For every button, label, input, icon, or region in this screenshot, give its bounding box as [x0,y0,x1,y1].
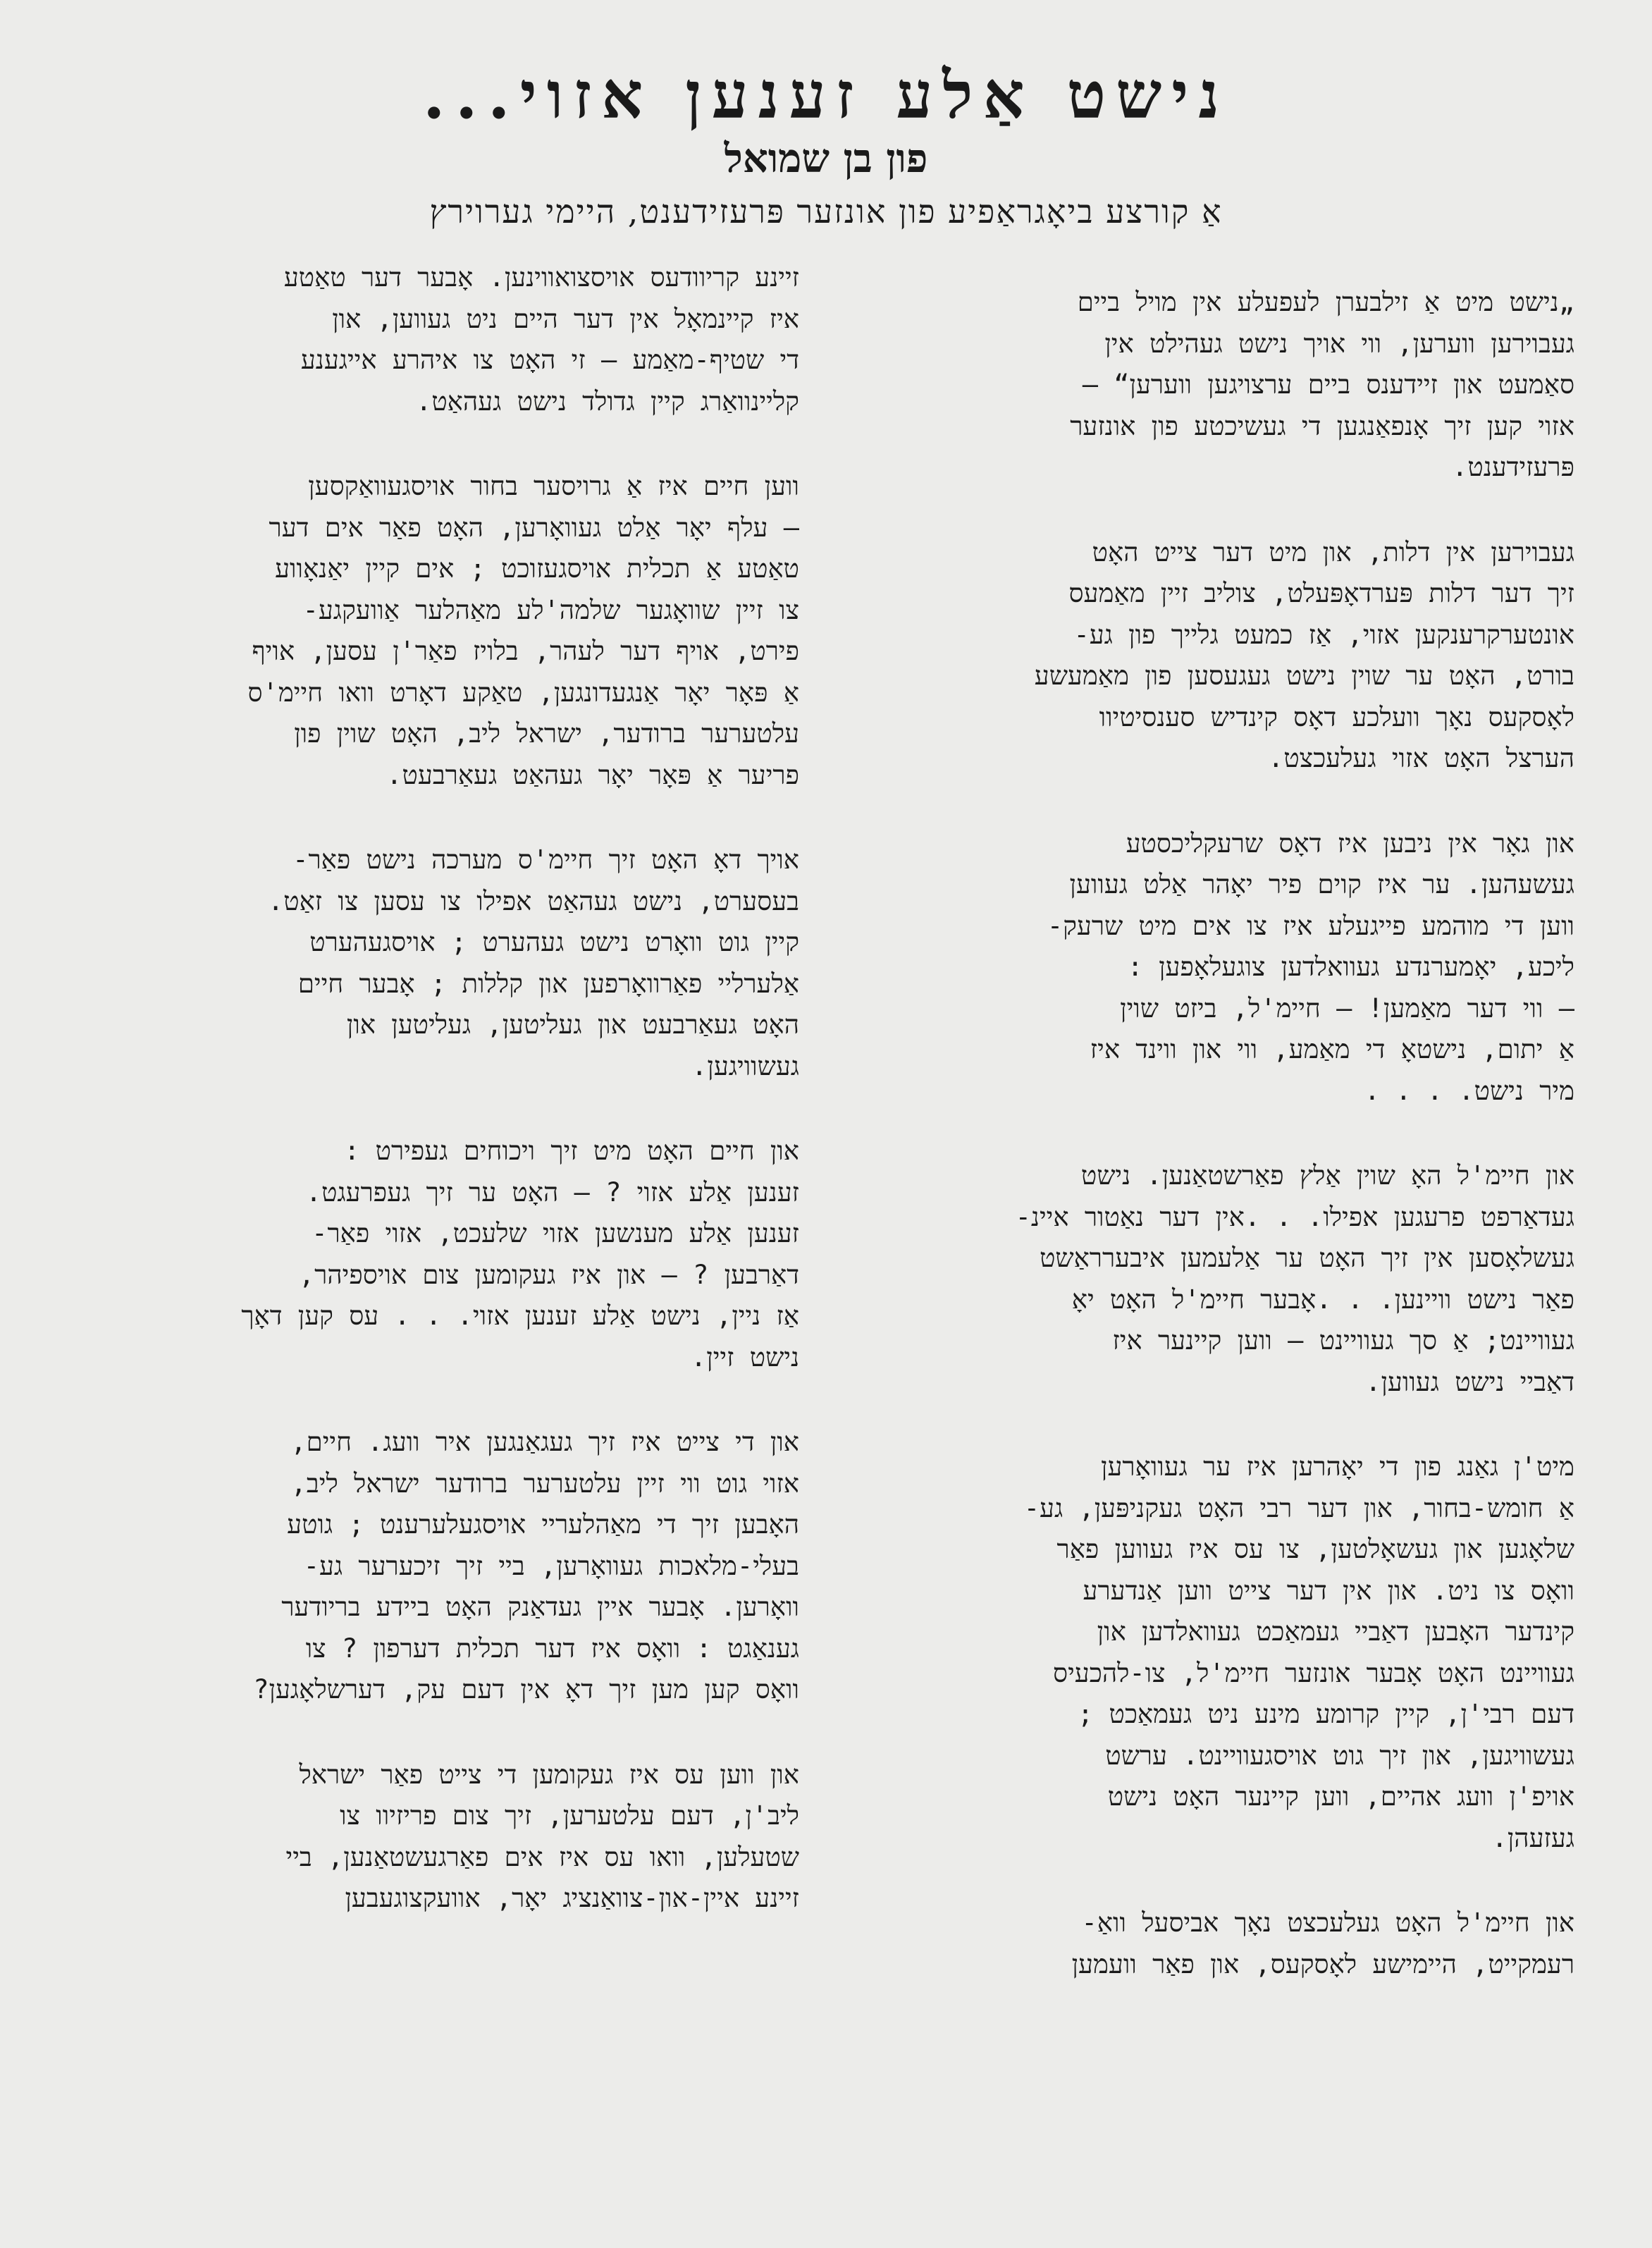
paragraph: און ווען עס איז געקומען די צייט פאַר ישראל ליב'ן, דעם עלטערען, זיך צום פריזיוו צו שטעלען, וואו עס איז אים פאַרגעשטאַנען, ביי זיינע איין-און-צוואַנציג יאָר, אוועקצוגעבען [285,1759,799,1913]
paragraph: און חיימ'ל האָט געלעכצט נאָך אביסעל וואַ- רעמקייט, היימישע לאָסקעס, און פאַר וועמען [1071,1908,1574,1979]
paragraph: „נישט מיט אַ זילבערן לעפעלע אין מויל ביים געבוירען ווערען, ווי אויך נישט געהילט אין סאַמעט און זיידענס ביים ערצויגען ווערען“ — אזוי קען זיך אָנפאַנגען די געשיכטע פון אונזער פּרעזידענט. [1070,287,1574,482]
paragraph: געבוירען אין דלות, און מיט דער צייט האָט זיך דער דלות פּערדאָפּעלט, צוליב זיין מאַמעס אונטערקרענקען אזוי, אַז כמעט גלייך פון גע- בורט, האָט ער שוין נישט געגעסען פון מאַמעשע לאָסקעס נאָך וועלכע דאָס קינדיש סענסיטיוו הערצל האָט אזוי געלעכצט. [1034,536,1574,773]
paragraph: זיינע קריוודעס אויסצואווינען. אָבער דער טאַטע איז קיינמאָל אין דער היים ניט געווען, און די שטיף-מאַמע — זי האָט צו איהרע אייגענע קליינוואַרג קיין גדולד נישט געהאַט. [283,262,799,417]
article-title: נישט אַלע זענען אזוי... [422,57,1230,133]
paragraph: אויך דאָ האָט זיך חיימ'ס מערכה נישט פאַר- בעסערט, נישט געהאַט אפילו צו עסען צו זאַט. קיין גוט וואָרט נישט געהערט ; אויסגעהערט אַלערליי פאַרוואָרפען און קללות ; אָבער חיים האָט געאַרבעט און געליטען, געליטען און געשוויגען. [267,844,799,1081]
right-column [849,282,1574,2242]
article-byline: פון בן שמואל [724,135,928,182]
paragraph: און חיימ'ל האָ שוין אַלץ פאַרשטאַנען. נישט געדאַרפט פרעגען אפילו. . .אין דער נאַטור איינ- געשלאָסען אין זיך האָט ער אַלעמען איבערראַשט פאַר נישט וויינען. . .אָבער חיימ'ל האָט יאָ געוויינט; אַ סך געוויינט — ווען קיינער איז דאַביי נישט געווען. [1015,1160,1574,1397]
paragraph: מיט'ן גאַנג פון די יאָהרען איז ער געוואָרען אַ חומש-בחור, און דער רבי האָט געקניפּען, גע- שלאָגען און געשאָלטען, צו עס איז געווען פאַר וואָס צו ניט. און אין דער צייט ווען אַנדערע קינדער האָבען דאַביי געמאַכט געוואלדען און געוויינט האָט אָבער אונזער חיימ'ל, צו-להכעיס דעם רבי'ן, קיין קרומע מינע ניט געמאַכט ; געשוויגען, און זיך גוט אויסגעוויינט. ערשט אויפ'ן וועג אהיים, ווען קיינער האָט נישט געזעהן. [1023,1451,1574,1853]
paragraph: און די צייט איז זיך געגאַנגען איר וועג. חיים, אזוי גוט ווי זיין עלטערער ברודער ישראל ליב, האָבען זיך די מאַהלעריי אויסגעלערענט ; גוטע בעלי-מלאכות געוואָרען, ביי זיך זיכערער גע- וואָרען. אָבער איין געדאַנק האָט ביידע בריודער גענאַגט : וואָס איז דער תכלית דערפון ? צו וואָס קען מען זיך דאָ אין דעם עק, דערשלאָגען? [253,1427,799,1705]
article-subtitle: אַ קורצע ביאָגראַפיע פון אונזער פּרעזידענט, היימי גערוירץ [429,192,1223,231]
paragraph: און גאָר אין ניבען איז דאָס שרעקליכסטע געשעהען. ער איז קוים פיר יאָהר אַלט געווען ווען די מוהמע פייגעלע איז צו אים מיט שרעק- ליכע, יאָמערנדע געוואלדען צוגעלאָפען : — ווי דער מאַמען! — חיימ'ל, ביזט שוין אַ יתום, נישטאָ די מאַמע, ווי און ווינד איז מיר נישט. . . . [1047,828,1574,1106]
paragraph: און חיים האָט מיט זיך ויכוחים געפירט : זענען אַלע אזוי ? — האָט ער זיך געפרעגט. זענען אַלע מענשען אזוי שלעכט, אזוי פאַר- דאַרבען ? — און איז געקומען צום אויספיהר, אַז ניין, נישט אַלע זענען אזוי. . . עס קען דאָך נישט זיין. [241,1136,799,1372]
left-column [73,257,799,2217]
paragraph: ווען חיים איז אַ גרויסער בחור אויסגעוואַקסען — עלף יאָר אַלט געוואָרען, האָט פאַר אים דער טאַטע אַ תכלית אויסגעזוכט ; אים קיין יאַנאָווע צו זיין שוואָגער שלמה'לע מאַהלער אַוועקגע- פירט, אויף דער לעהר, בלויז פאַר'ן עסען, אויף אַ פּאָר יאָר אַנגעדונגען, טאַקע דאָרט וואו חיימ'ס עלטערער ברודער, ישראל ליב, האָט שוין פון פריער אַ פּאָר יאָר געהאַט געאַרבעט. [247,471,799,790]
